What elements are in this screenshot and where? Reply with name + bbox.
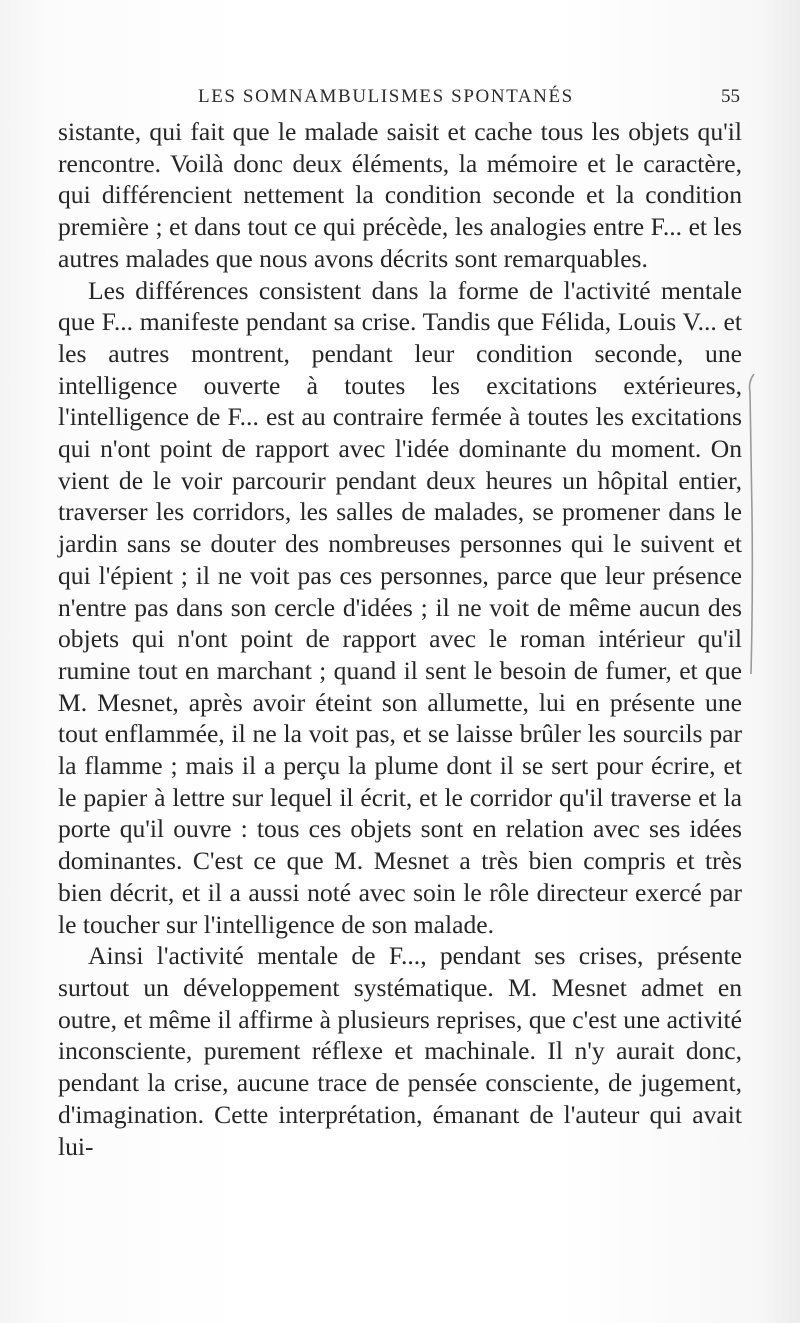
page-header: [60, 86, 740, 116]
body-text: [58, 116, 742, 1162]
page-number: 55: [721, 86, 740, 107]
paragraph-3: Ainsi l'activité mentale de F..., pendant ses crises, présente surtout un développement systématique. M. Mesnet admet en outre, et même il affirme à plusieurs reprises, que c'est une activité inconsciente, purement réflexe et machinale. Il n'y aurait donc, pendant la crise, aucune trace de pensée consciente, de jugement, d'imagination. Cette interprétation, émanant de l'auteur qui avait lui-: [58, 941, 742, 1161]
margin-pencil-mark: [744, 374, 760, 674]
running-title: LES SOMNAMBULISMES SPONTANÉS: [198, 86, 574, 107]
paragraph-1: sistante, qui fait que le malade saisit et cache tous les objets qu'il rencontre. Voilà donc deux éléments, la mémoire et le caractère, qui différencient nettement la condition seconde et la condition première ; et dans tout ce qui précède, les analogies entre F... et les autres malades que nous avons décrits sont remarquables.: [58, 117, 742, 273]
paragraph-2: Les différences consistent dans la forme de l'activité mentale que F... manifeste pendant sa crise. Tandis que Félida, Louis V... et les autres montrent, pendant leur condition seconde, une intelligence ouverte à toutes les excitations extérieures, l'intelligence de F... est au contraire fermée à toutes les excitations qui n'ont point de rapport avec l'idée dominante du moment. On vient de le voir parcourir pendant deux heures un hôpital entier, traverser les corridors, les salles de malades, se promener dans le jardin sans se douter des nombreuses personnes qui le suivent et qui l'épient ; il ne voit pas ces personnes, parce que leur présence n'entre pas dans son cercle d'idées ; il ne voit de même aucun des objets qui n'ont point de rapport avec le roman intérieur qu'il rumine tout en marchant ; quand il sent le besoin de fumer, et que M. Mesnet, après avoir éteint son allumette, lui en présente une tout enflammée, il ne la voit pas, et se laisse brûler les sourcils par la flamme ; mais il a perçu la plume dont il se sert pour écrire, et le papier à lettre sur lequel il écrit, et le corridor qu'il traverse et la porte qu'il ouvre : tous ces objets sont en relation avec ses idées dominantes. C'est ce que M. Mesnet a très bien compris et très bien décrit, et il a aussi noté avec soin le rôle directeur exercé par le toucher sur l'intelligence de son malade.: [58, 275, 742, 939]
